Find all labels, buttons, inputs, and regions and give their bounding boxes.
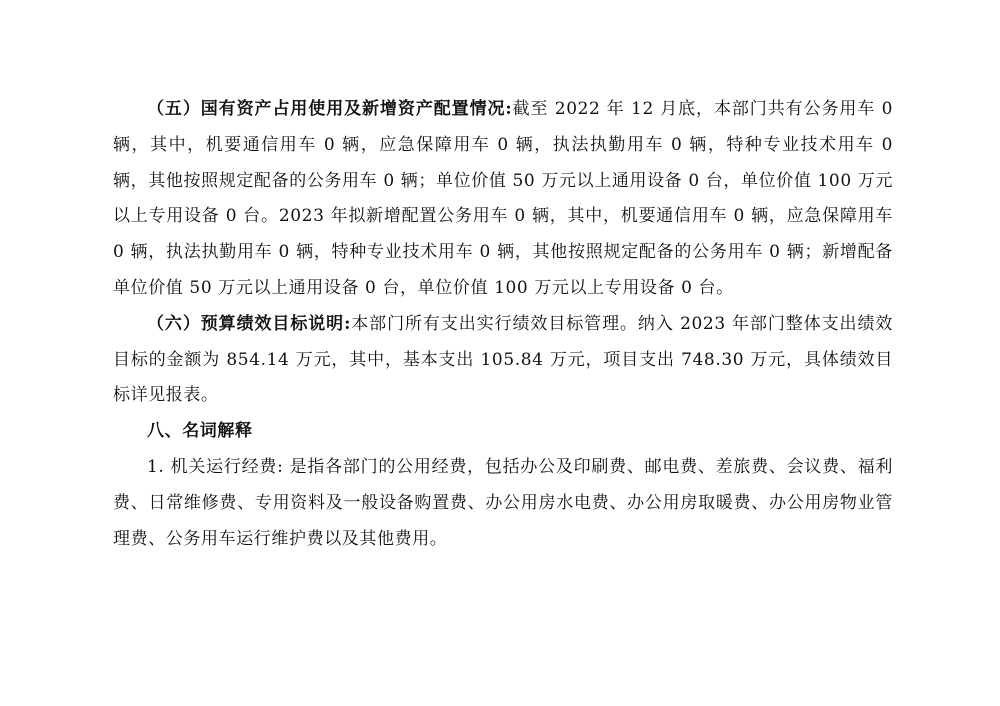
paragraph-state-assets xyxy=(113,92,893,307)
paragraph-performance-goals xyxy=(113,307,893,414)
heading-performance-goals: （六）预算绩效目标说明: xyxy=(147,313,351,334)
heading-glossary: 八、名词解释 xyxy=(147,421,253,442)
heading-state-assets: （五）国有资产占用使用及新增资产配置情况: xyxy=(147,99,513,119)
text-state-assets: 截至 2022 年 12 月底，本部门共有公务用车 0 辆，其中，机要通信用车 0 辆，应急保障用车 0 辆，执法执勤用车 0 辆，特种专业技术用车 0 辆，其他按照规定配备的公务用车 0 辆；单位价值 50 万元以上通用设备 0 台，单位价值 100 万元以上专用设备 0 台。2023 年拟新增配置公务用车 0 辆，其中，机要通信用车 0 辆，应急保障用车 0 辆，执法执勤用车 0 辆，特种专业技术用车 0 辆，其他按照规定配备的公务用车 0 辆；新增配备单位价值 50 万元以上通用设备 0 台，单位价值 100 万元以上专用设备 0 台。 xyxy=(113,99,893,298)
document-page xyxy=(113,92,893,557)
text-performance-goals: 本部门所有支出实行绩效目标管理。纳入 2023 年部门整体支出绩效目标的金额为 854.14 万元，其中，基本支出 105.84 万元，项目支出 748.30 万元，具体绩效目标详见报表。 xyxy=(113,313,893,406)
paragraph-glossary-item-1: 1. 机关运行经费: 是指各部门的公用经费，包括办公及印刷费、邮电费、差旅费、会议费、福利费、日常维修费、专用资料及一般设备购置费、办公用房水电费、办公用房取暖费、办公用房物业管理费、公务用车运行维护费以及其他费用。 xyxy=(113,456,893,549)
